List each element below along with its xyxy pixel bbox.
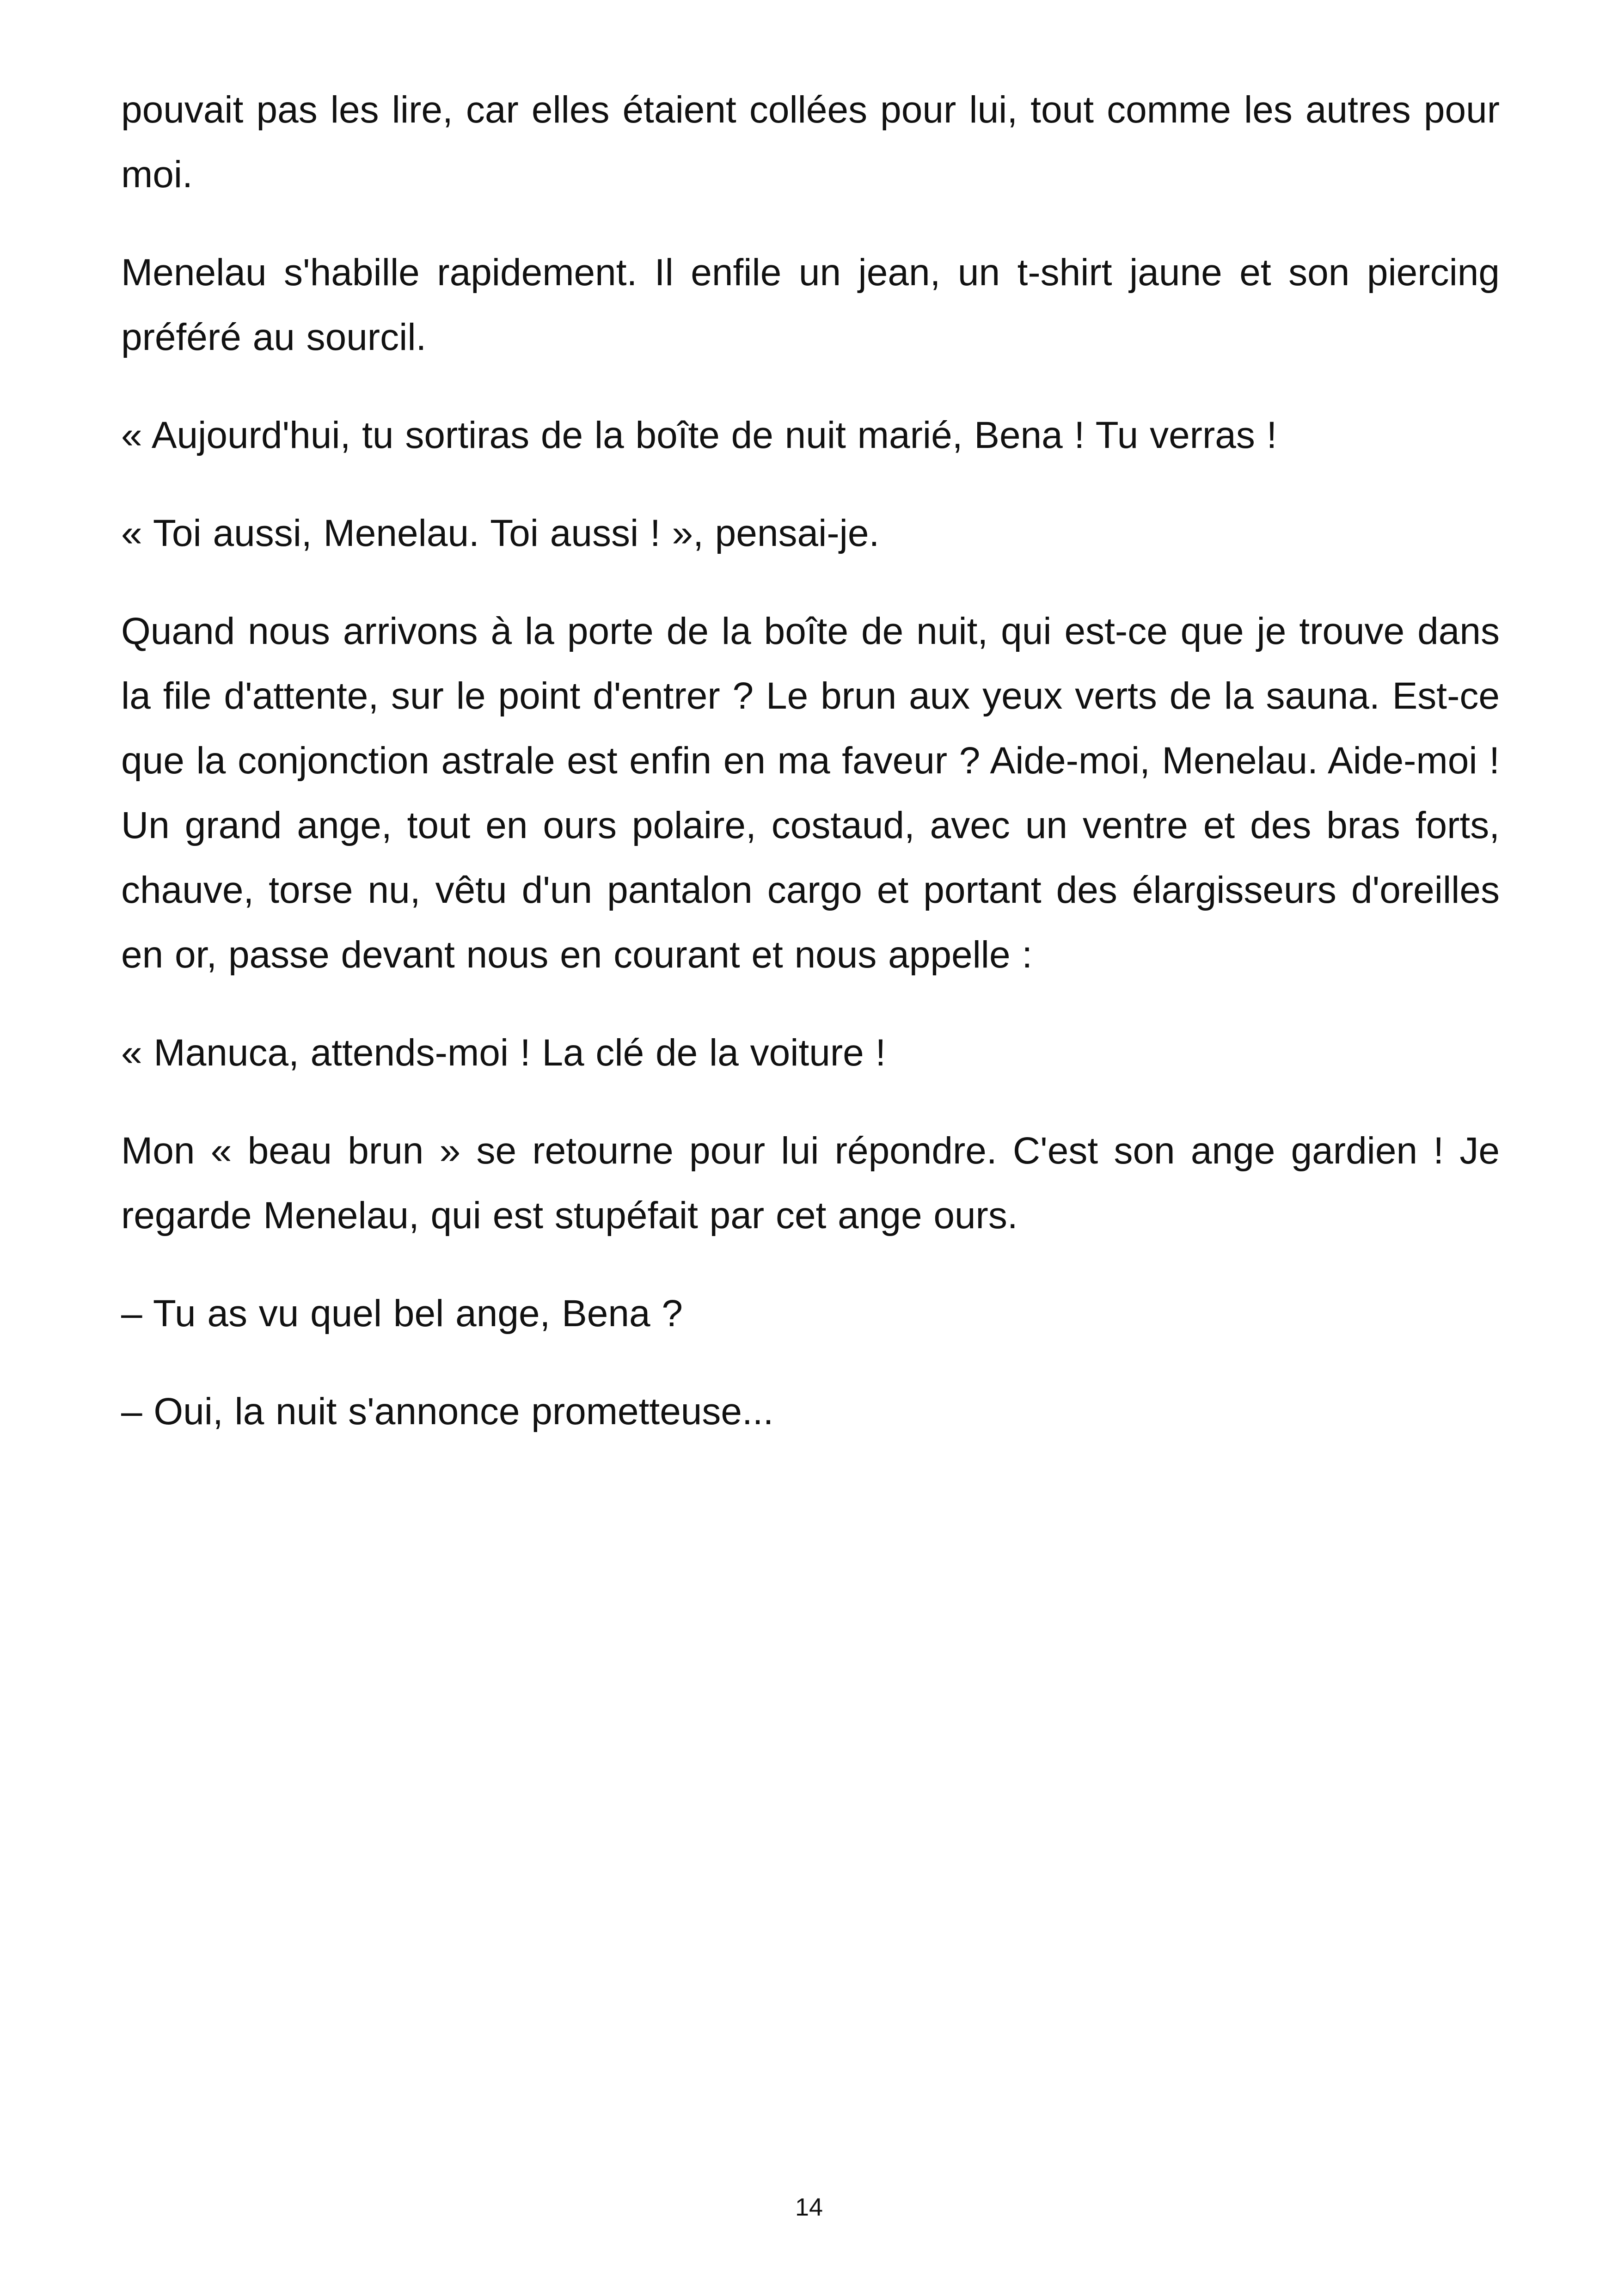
body-text — [121, 78, 1500, 1477]
paragraph-6: « Manuca, attends-moi ! La clé de la voiture ! — [121, 1032, 886, 1074]
page-number: 14 — [795, 2193, 823, 2221]
paragraph-2: Menelau s'habille rapidement. Il enfile un jean, un t-shirt jaune et son piercing préféré au sourcil. — [121, 251, 1500, 358]
paragraph-3: « Aujourd'hui, tu sortiras de la boîte de nuit marié, Bena ! Tu verras ! — [121, 414, 1277, 456]
paragraph-7: Mon « beau brun » se retourne pour lui répondre. C'est son ange gardien ! Je regarde Menelau, qui est stupéfait par cet ange ours. — [121, 1130, 1500, 1237]
paragraph-4: « Toi aussi, Menelau. Toi aussi ! », pensai-je. — [121, 512, 880, 554]
paragraph-5: Quand nous arrivons à la porte de la boîte de nuit, qui est-ce que je trouve dans la file d'attente, sur le point d'entrer ? Le brun aux yeux verts de la sauna. Est-ce que la conjonction astrale est enfin en ma faveur ? Aide-moi, Menelau. Aide-moi ! Un grand ange, tout en ours polaire, costaud, avec un ventre et des bras forts, chauve, torse nu, vêtu d'un pantalon cargo et portant des élargisseurs d'oreilles en or, passe devant nous en courant et nous appelle : — [121, 610, 1500, 976]
paragraph-8: – Tu as vu quel bel ange, Bena ? — [121, 1292, 683, 1335]
paragraph-1: pouvait pas les lire, car elles étaient collées pour lui, tout comme les autres pour moi. — [121, 89, 1500, 196]
paragraph-9: – Oui, la nuit s'annonce prometteuse... — [121, 1390, 774, 1433]
